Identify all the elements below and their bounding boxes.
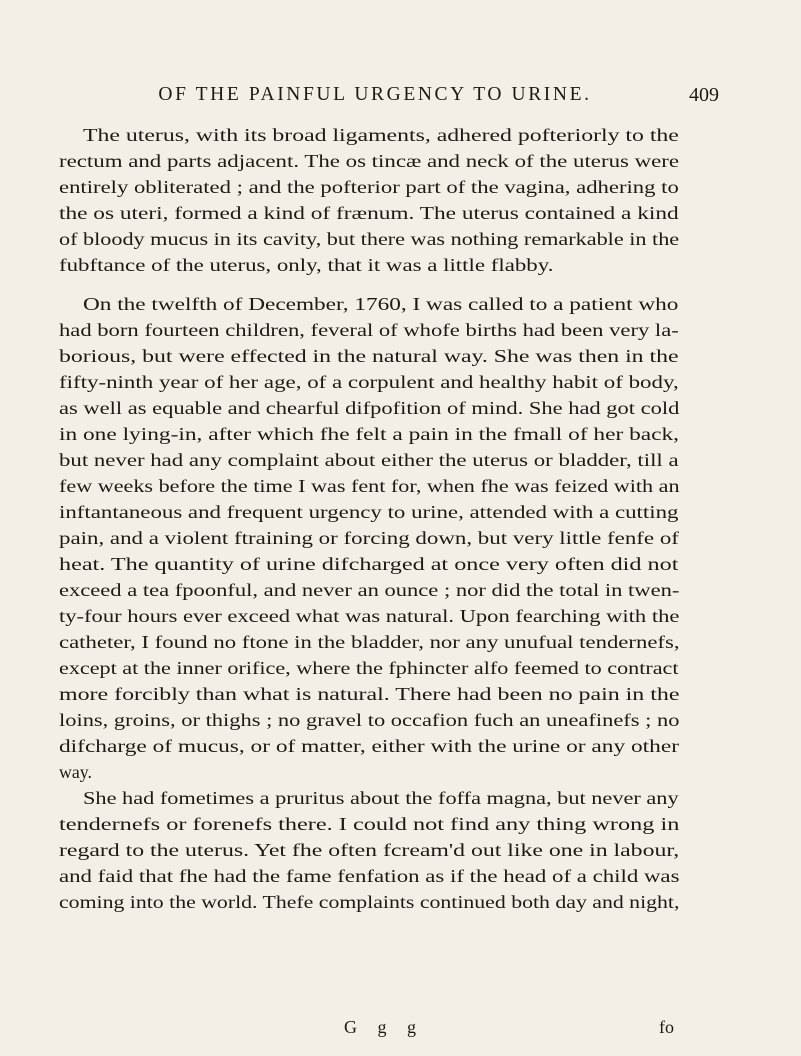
text-line: inftantaneous and frequent urgency to urine, attended with a cutting: [59, 502, 679, 522]
text-line: entirely obliterated ; and the pofterior part of the vagina, adhering to: [59, 177, 679, 197]
running-head-title: OF THE PAINFUL URGENCY TO URINE.: [158, 84, 592, 105]
text-line: coming into the world. Thefe complaints continued both day and night,: [59, 892, 680, 912]
text-line: heat. The quantity of urine difcharged at once very often did not: [59, 554, 679, 574]
text-line: in one lying-in, after which fhe felt a pain in the fmall of her back,: [59, 424, 680, 444]
text-line: She had fometimes a pruritus about the foffa magna, but never any: [83, 788, 679, 808]
text-line: except at the inner orifice, where the fphincter alfo feemed to contract: [59, 658, 679, 678]
text-line: pain, and a violent ftraining or forcing down, but very little fenfe of: [59, 528, 679, 548]
text-line: regard to the uterus. Yet fhe often fcream'd out like one in labour,: [59, 840, 680, 860]
text-line: fubftance of the uterus, only, that it was a little flabby.: [59, 255, 554, 275]
text-line: loins, groins, or thighs ; no gravel to occafion fuch an uneafinefs ; no: [59, 710, 680, 730]
text-line: few weeks before the time I was fent for, when fhe was feized with an: [59, 476, 680, 496]
text-line: but never had any complaint about either the uterus or bladder, till a: [59, 450, 679, 470]
text-line: ty-four hours ever exceed what was natural. Upon fearching with the: [59, 606, 680, 626]
text-line: tendernefs or forenefs there. I could not find any thing wrong in: [59, 814, 680, 834]
text-line: as well as equable and chearful difpofition of mind. She had got cold: [59, 398, 680, 418]
text-line: the os uteri, formed a kind of frænum. The uterus contained a kind: [59, 203, 679, 223]
text-line: rectum and parts adjacent. The os tincæ and neck of the uterus were: [59, 151, 680, 171]
text-line: fifty-ninth year of her age, of a corpulent and healthy habit of body,: [59, 372, 679, 392]
text-line: exceed a tea fpoonful, and never an ounce ; nor did the total in twen-: [59, 580, 680, 600]
text-line: of bloody mucus in its cavity, but there was nothing remarkable in the: [59, 229, 680, 249]
text-line: and faid that fhe had the fame fenfation as if the head of a child was: [59, 866, 680, 886]
text-line: On the twelfth of December, 1760, I was called to a patient who: [83, 294, 679, 314]
text-line: difcharge of mucus, or of matter, either with the urine or any other: [59, 736, 679, 756]
text-line: catheter, I found no ftone in the bladder, nor any unufual tendernefs,: [59, 632, 680, 652]
text-line: borious, but were effected in the natural way. She was then in the: [59, 346, 679, 366]
text-line: The uterus, with its broad ligaments, adhered pofteriorly to the: [83, 125, 679, 145]
text-line: more forcibly than what is natural. There had been no pain in the: [59, 684, 680, 704]
text-line: had born fourteen children, feveral of whofe births had been very la-: [59, 320, 679, 340]
signature-mark: G g g: [344, 1017, 424, 1037]
page-number: 409: [689, 84, 719, 106]
catchword: fo: [659, 1017, 674, 1037]
text-line: way.: [59, 762, 92, 782]
